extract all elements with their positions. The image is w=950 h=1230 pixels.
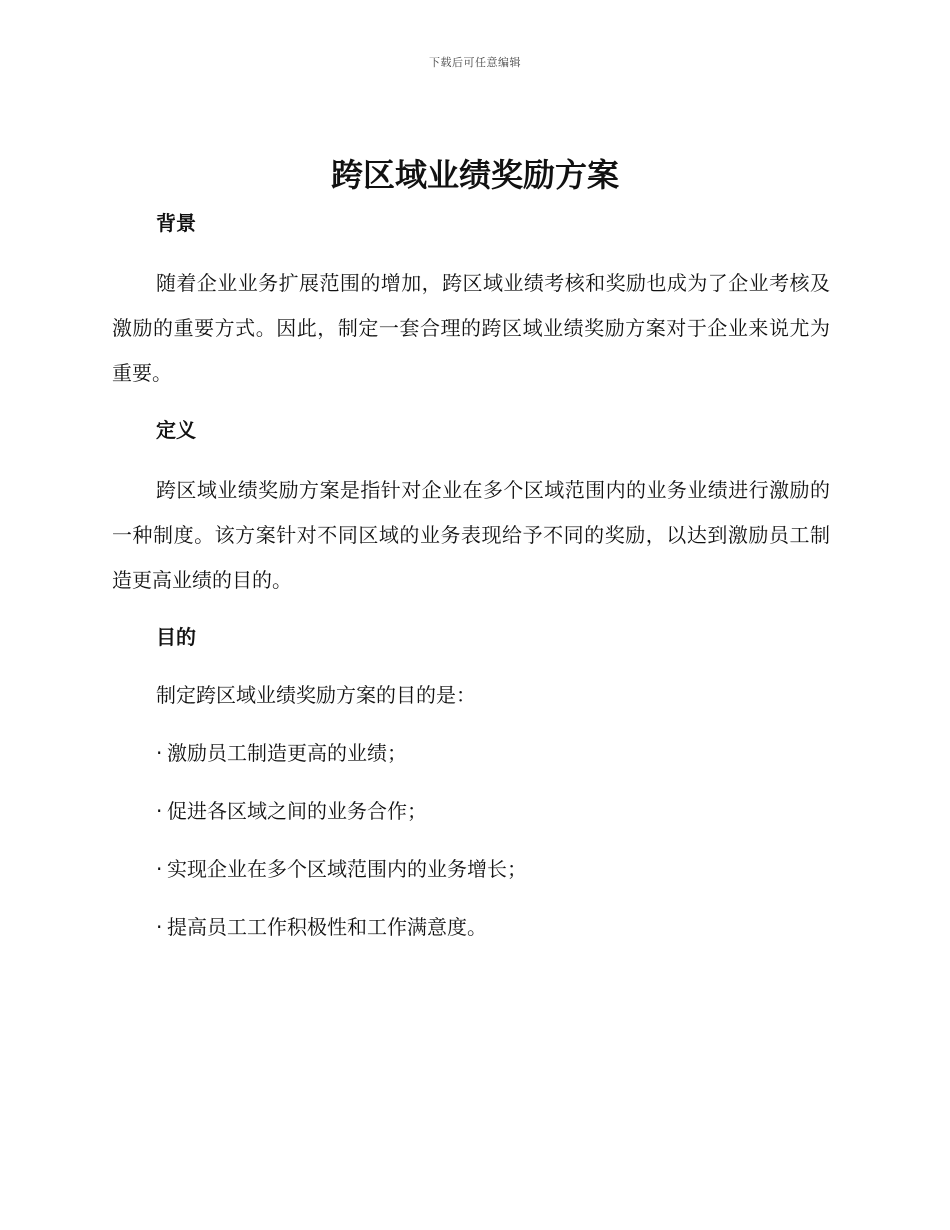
list-item-text: 提高员工工作积极性和工作满意度。	[167, 915, 487, 939]
section-heading-definition: 定义	[156, 418, 196, 442]
list-item	[112, 795, 830, 827]
paragraph-definition: 跨区域业绩奖励方案是指针对企业在多个区域范围内的业务业绩进行激励的一种制度。该方案针对不同区域的业务表现给予不同的奖励，以达到激励员工制造更高业绩的目的。	[112, 478, 830, 592]
purpose-list	[112, 737, 830, 943]
section-purpose	[112, 621, 830, 943]
bullet-mark: ·	[156, 857, 163, 881]
section-heading-background: 背景	[156, 211, 196, 235]
list-item	[112, 911, 830, 943]
document-title: 跨区域业绩奖励方案	[330, 156, 619, 194]
paragraph-background: 随着企业业务扩展范围的增加，跨区域业绩考核和奖励也成为了企业考核及激励的重要方式。因此，制定一套合理的跨区域业绩奖励方案对于企业来说尤为重要。	[112, 271, 830, 385]
bullet-mark: ·	[156, 799, 163, 823]
list-item	[112, 737, 830, 769]
list-item-text: 实现企业在多个区域范围内的业务增长；	[167, 857, 527, 881]
bullet-mark: ·	[156, 741, 163, 765]
document-body	[112, 207, 830, 943]
list-item	[112, 853, 830, 885]
section-background	[112, 207, 830, 396]
section-definition	[112, 414, 830, 603]
bullet-mark: ·	[156, 915, 163, 939]
list-item-text: 促进各区域之间的业务合作；	[167, 799, 427, 823]
purpose-lead: 制定跨区域业绩奖励方案的目的是：	[156, 683, 476, 707]
header-note: 下载后可任意编辑	[429, 56, 521, 69]
list-item-text: 激励员工制造更高的业绩；	[167, 741, 407, 765]
section-heading-purpose: 目的	[156, 625, 196, 649]
